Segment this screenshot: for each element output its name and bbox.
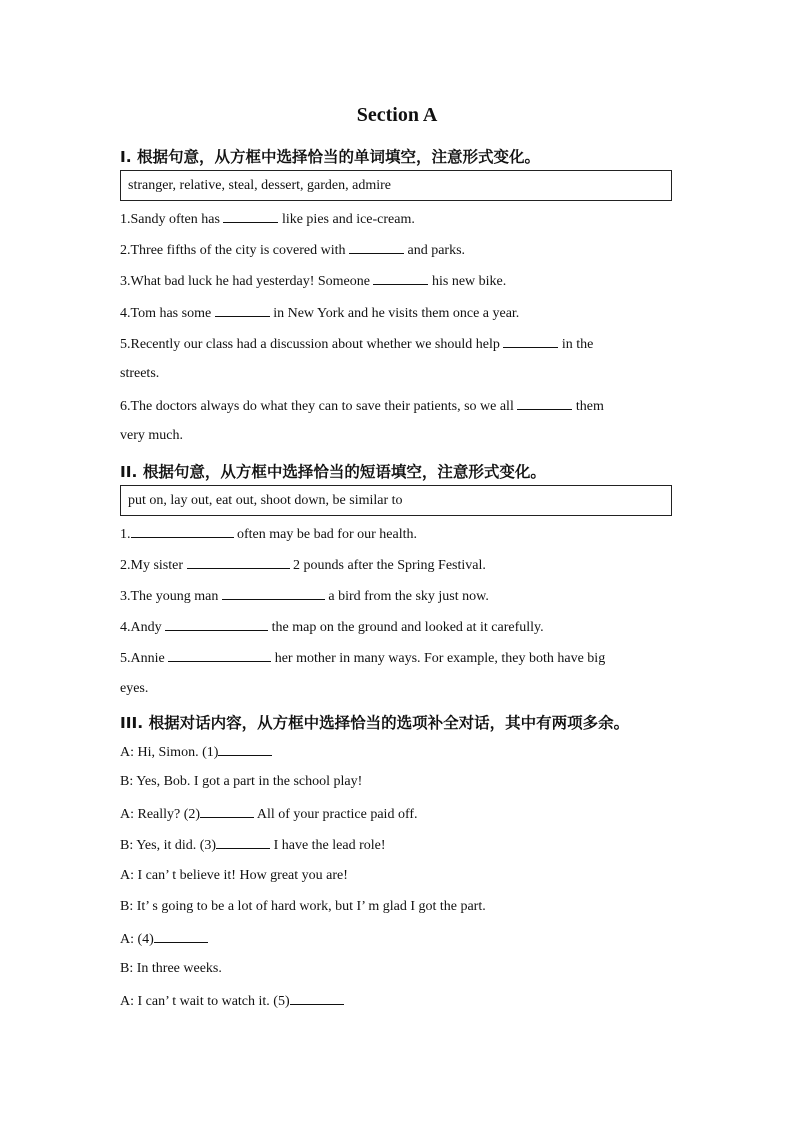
page-title: Section A (356, 104, 438, 126)
s2-question-2: 2.My sister 2 pounds after the Spring Festival. (120, 558, 486, 573)
answer-blank[interactable] (222, 587, 325, 600)
s2-question-5-cont: eyes. (120, 681, 149, 696)
s1-question-3: 3.What bad luck he had yesterday! Someone his new bike. (120, 274, 507, 289)
answer-blank[interactable] (373, 272, 428, 285)
s2-question-3: 3.The young man a bird from the sky just now. (120, 589, 489, 604)
answer-blank[interactable] (168, 649, 271, 662)
answer-blank[interactable] (290, 992, 344, 1005)
answer-blank[interactable] (503, 335, 558, 348)
dialogue-line-7: A: (4) (120, 930, 208, 948)
s2-question-5: 5.Annie her mother in many ways. For example, they both have big (120, 651, 606, 666)
s1-question-1: 1.Sandy often has like pies and ice-cream. (120, 212, 415, 227)
dialogue-line-2: B: Yes, Bob. I got a part in the school play! (120, 774, 363, 789)
section1-heading: Ⅰ. 根据句意，从方框中选择恰当的单词填空，注意形式变化。 (120, 148, 541, 166)
s1-question-6: 6.The doctors always do what they can to save their patients, so we all them (120, 399, 604, 414)
s1-question-4: 4.Tom has some in New York and he visits them once a year. (120, 306, 520, 321)
answer-blank[interactable] (517, 397, 572, 410)
s1-question-5: 5.Recently our class had a discussion about whether we should help in the (120, 337, 594, 352)
phrase-box: put on, lay out, eat out, shoot down, be similar to (120, 485, 672, 516)
s1-question-6-cont: very much. (120, 428, 183, 443)
s1-question-2: 2.Three fifths of the city is covered with and parks. (120, 243, 466, 258)
word-box: stranger, relative, steal, dessert, garden, admire (120, 170, 672, 201)
dialogue-line-5: A: I can’ t believe it! How great you are! (120, 868, 348, 883)
dialogue-line-9: A: I can’ t wait to watch it. (5) (120, 992, 344, 1010)
s2-question-1: 1. often may be bad for our health. (120, 527, 417, 542)
answer-blank[interactable] (131, 525, 234, 538)
dialogue-line-4: B: Yes, it did. (3) I have the lead role! (120, 838, 386, 853)
dialogue-line-1: A: Hi, Simon. (1) (120, 743, 272, 761)
s1-question-5-cont: streets. (120, 366, 160, 381)
answer-blank[interactable] (216, 836, 270, 849)
answer-blank[interactable] (218, 743, 272, 756)
section3-heading: III. 根据对话内容，从方框中选择恰当的选项补全对话，其中有两项多余。 (120, 714, 630, 732)
answer-blank[interactable] (215, 304, 270, 317)
answer-blank[interactable] (223, 210, 278, 223)
dialogue-line-8: B: In three weeks. (120, 961, 222, 976)
answer-blank[interactable] (187, 556, 290, 569)
answer-blank[interactable] (154, 930, 208, 943)
answer-blank[interactable] (165, 618, 268, 631)
dialogue-line-3: A: Really? (2) All of your practice paid off. (120, 807, 418, 822)
s2-question-4: 4.Andy the map on the ground and looked at it carefully. (120, 620, 544, 635)
dialogue-line-6: B: It’ s going to be a lot of hard work, but I’ m glad I got the part. (120, 899, 486, 914)
answer-blank[interactable] (200, 805, 254, 818)
answer-blank[interactable] (349, 241, 404, 254)
section2-heading: II. 根据句意，从方框中选择恰当的短语填空，注意形式变化。 (120, 463, 546, 481)
